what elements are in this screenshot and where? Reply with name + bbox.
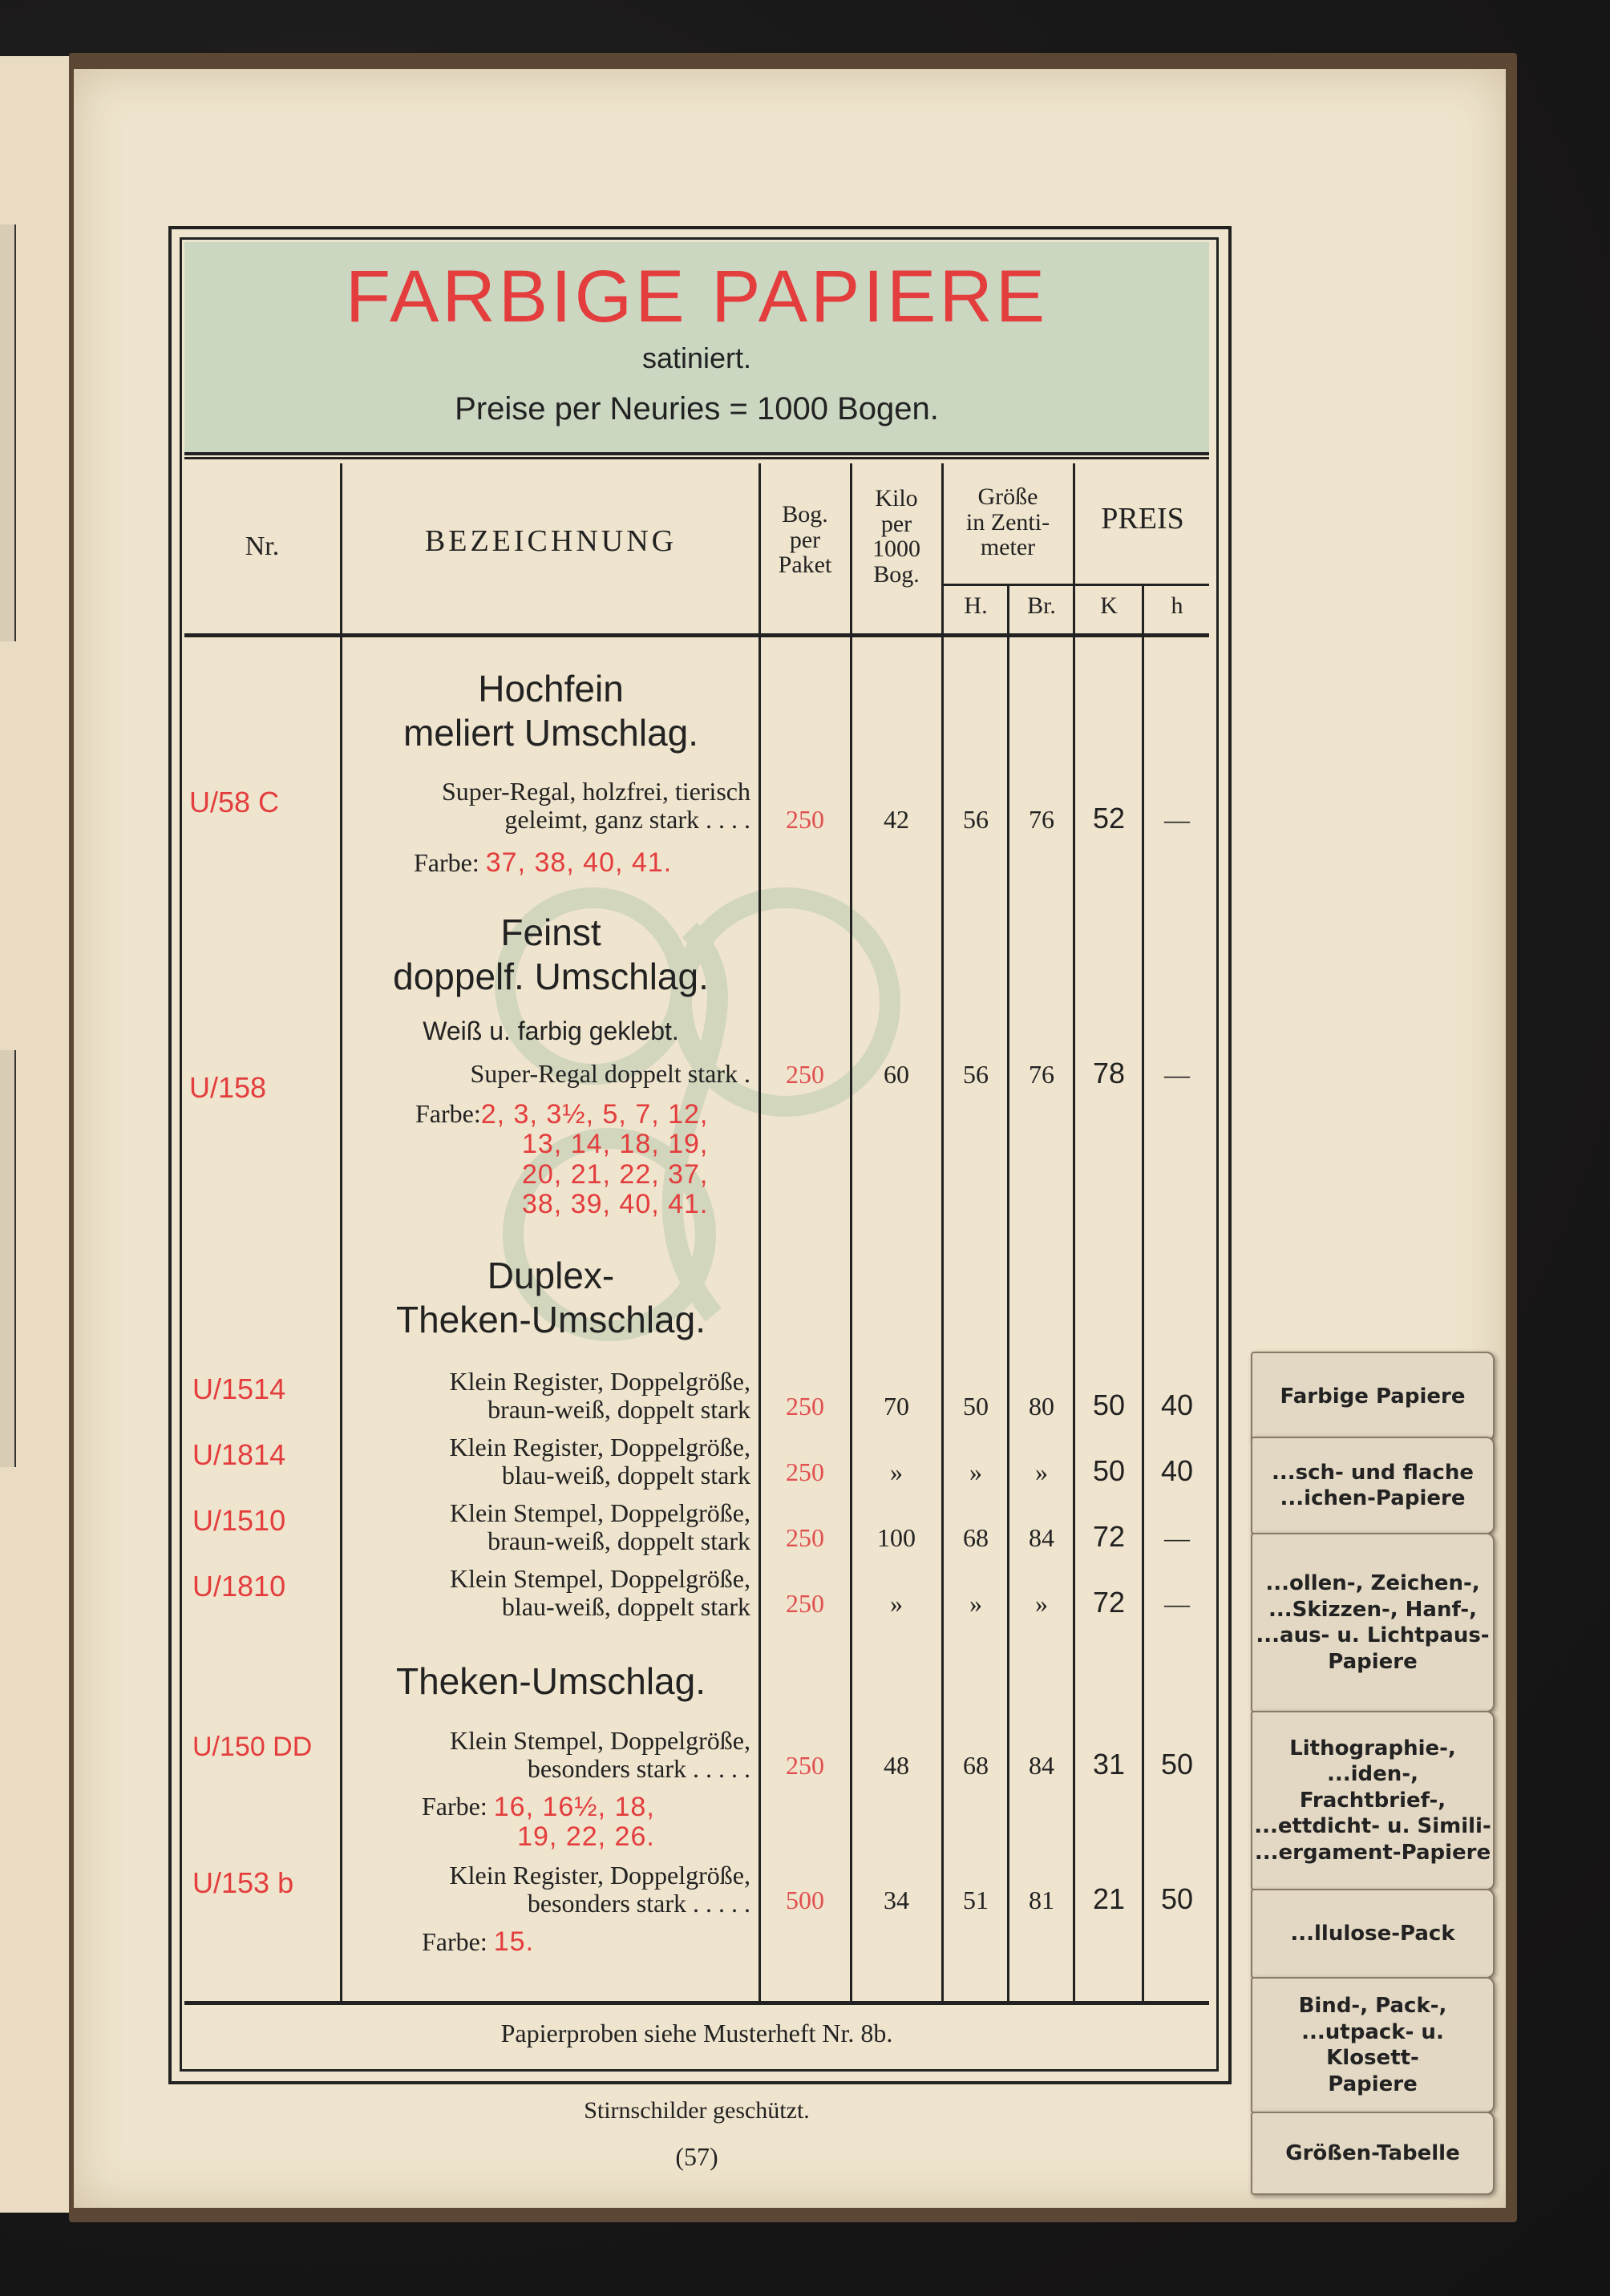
cell-br: 84 [1029, 1751, 1054, 1780]
index-tab-flache-papiere[interactable]: ...sch- und flache ...ichen-Papiere [1251, 1437, 1495, 1534]
cell-br: 76 [1029, 805, 1054, 834]
item-description: Klein Register, Doppelgröße, blau-weiß, doppelt stark [449, 1433, 750, 1490]
colors-value: 15. [493, 1926, 535, 1957]
col-header-kilo: Kilo per 1000 Bog. [872, 485, 920, 588]
cell-h: 68 [963, 1751, 989, 1780]
col-header-groesse: Größe in Zenti- meter [965, 483, 1050, 560]
item-colors [414, 848, 672, 878]
cell-h: 51 [963, 1886, 989, 1914]
section-heading: Duplex- Theken-Umschlag. [395, 1255, 706, 1341]
cell-price-k: 50 [1092, 1454, 1126, 1487]
index-tab-groessen-tabelle[interactable]: Größen-Tabelle [1251, 2112, 1495, 2195]
cell-h: 50 [963, 1392, 989, 1421]
left-page-strip [0, 1050, 16, 1467]
item-description: Super-Regal, holzfrei, tierisch geleimt, ganz stark . . . . [442, 777, 750, 834]
cell-kilo: » [890, 1589, 903, 1618]
item-number: U/1814 [192, 1438, 286, 1471]
cell-kilo: 100 [877, 1523, 916, 1552]
section-heading: Hochfein meliert Umschlag. [402, 668, 699, 754]
cell-br: 84 [1029, 1523, 1054, 1552]
cell-br: 80 [1029, 1392, 1054, 1421]
cell-kilo: 60 [884, 1060, 909, 1089]
cell-bog: 250 [786, 1060, 824, 1089]
cell-kilo: 42 [884, 805, 909, 834]
col-header-nr: Nr. [245, 532, 280, 561]
cell-price-k: 72 [1092, 1586, 1126, 1619]
index-tab-cellulose-pack[interactable]: ...llulose-Pack [1251, 1889, 1495, 1979]
title-banner [184, 242, 1209, 455]
cell-kilo: 70 [884, 1392, 909, 1421]
col-header-preis: PREIS [1101, 502, 1184, 536]
cell-kilo: 34 [884, 1886, 909, 1914]
section-heading: Feinst doppelf. Umschlag. [393, 912, 709, 998]
item-colors [415, 1100, 708, 1220]
cell-h: 56 [963, 1060, 989, 1089]
col-divider [758, 463, 761, 2001]
item-description: Klein Stempel, Doppelgröße, blau-weiß, doppelt stark [449, 1564, 750, 1621]
item-description: Klein Register, Doppelgröße, besonders stark . . . . . [449, 1861, 750, 1918]
cell-bog: 500 [786, 1886, 824, 1914]
cell-price-h: — [1164, 1060, 1190, 1089]
cell-br: » [1035, 1589, 1048, 1618]
colors-label: Farbe: [414, 848, 479, 877]
colors-label: Farbe: [422, 1927, 487, 1956]
item-number: U/150 DD [192, 1732, 313, 1762]
item-colors [422, 1793, 655, 1853]
cell-br: 76 [1029, 1060, 1054, 1089]
cell-h: » [969, 1457, 982, 1486]
cell-price-h: — [1164, 1523, 1190, 1552]
col-header-k: K [1100, 592, 1118, 619]
cell-br: » [1035, 1457, 1048, 1486]
cell-bog: 250 [786, 1751, 824, 1780]
cell-price-k: 78 [1092, 1057, 1126, 1089]
copyright-note: Stirnschilder geschützt. [584, 2097, 810, 2124]
col-divider [1007, 585, 1009, 2001]
col-divider [941, 463, 944, 2001]
cell-price-h: 40 [1160, 1389, 1194, 1421]
colors-value: 2, 3, 3½, 5, 7, 12, 13, 14, 18, 19, 20, 21, 22, 37, 38, 39, 40, 41. [480, 1099, 709, 1220]
index-tab-packpapiere[interactable]: Bind-, Pack-, ...utpack- u. Klosett- Papiere [1251, 1977, 1495, 2113]
cell-kilo: 48 [884, 1751, 909, 1780]
index-tab-zeichen-papiere[interactable]: ...ollen-, Zeichen-, ...Skizzen-, Hanf-, ...aus- u. Lichtpaus- Papiere [1251, 1533, 1495, 1712]
section-subheading: Weiß u. farbig geklebt. [423, 1017, 679, 1045]
item-description: Super-Regal doppelt stark . [470, 1059, 750, 1088]
prices-note: Preise per Neuries = 1000 Bogen. [455, 391, 939, 426]
colors-value: 37, 38, 40, 41. [485, 847, 673, 878]
item-number: U/1510 [192, 1504, 286, 1537]
col-divider [340, 463, 342, 2001]
cell-price-k: 50 [1092, 1389, 1126, 1421]
left-page-edge [0, 56, 74, 2213]
cell-kilo: » [890, 1457, 903, 1486]
col-header-bog: Bog. per Paket [778, 501, 832, 578]
colors-value: 16, 16½, 18, 19, 22, 26. [493, 1792, 655, 1853]
header-bottom-rule [184, 633, 1209, 637]
page-number: (57) [675, 2142, 718, 2171]
footer-rule [184, 2001, 1209, 2005]
item-number: U/153 b [192, 1866, 294, 1899]
col-divider [1073, 463, 1075, 2001]
cell-bog: 250 [786, 1589, 824, 1618]
item-number: U/158 [189, 1071, 267, 1104]
left-page-strip [0, 224, 16, 641]
cell-bog: 250 [786, 1457, 824, 1486]
page-title: FARBIGE PAPIERE [345, 256, 1049, 338]
cell-bog: 250 [786, 1392, 824, 1421]
col-header-bezeichnung: BEZEICHNUNG [424, 524, 678, 558]
cell-price-h: 50 [1160, 1748, 1194, 1781]
item-number: U/58 C [189, 786, 280, 819]
cell-bog: 250 [786, 805, 824, 834]
cell-h: » [969, 1589, 982, 1618]
item-colors [422, 1927, 534, 1957]
cell-price-k: 21 [1092, 1882, 1126, 1915]
cell-price-k: 52 [1092, 802, 1126, 835]
col-divider [1142, 585, 1144, 2001]
item-number: U/1514 [192, 1372, 286, 1405]
col-header-br: Br. [1027, 592, 1056, 619]
cell-price-h: — [1164, 1589, 1190, 1618]
item-description: Klein Stempel, Doppelgröße, braun-weiß, doppelt stark [449, 1498, 750, 1555]
col-divider [850, 463, 852, 2001]
page-subtitle: satiniert. [641, 342, 752, 374]
footer-note: Papierproben siehe Musterheft Nr. 8b. [500, 2019, 893, 2047]
item-description: Klein Stempel, Doppelgröße, besonders stark . . . . . [449, 1726, 750, 1783]
index-tab-farbige-papiere[interactable]: Farbige Papiere [1251, 1352, 1495, 1441]
index-tab-lithographie-papiere[interactable]: Lithographie-, ...iden-, Frachtbrief-, ...ettdicht- u. Simili- ...ergament-Papiere [1251, 1711, 1495, 1890]
cell-price-k: 31 [1092, 1748, 1126, 1781]
cell-h: 68 [963, 1523, 989, 1552]
item-number: U/1810 [192, 1570, 286, 1603]
item-description: Klein Register, Doppelgröße, braun-weiß, doppelt stark [449, 1367, 750, 1424]
col-header-hell: h [1171, 592, 1183, 619]
cell-br: 81 [1029, 1886, 1054, 1914]
section-heading: Theken-Umschlag. [395, 1660, 706, 1702]
cell-price-h: 40 [1160, 1454, 1194, 1487]
subheader-rule [943, 584, 1209, 586]
colors-label: Farbe: [415, 1099, 481, 1128]
colors-label: Farbe: [422, 1792, 487, 1821]
cell-price-k: 72 [1092, 1520, 1126, 1553]
cell-price-h: 50 [1160, 1882, 1194, 1915]
col-header-h: H. [964, 592, 988, 619]
cell-h: 56 [963, 805, 989, 834]
cell-price-h: — [1164, 805, 1190, 834]
header-rule [184, 457, 1209, 459]
cell-bog: 250 [786, 1523, 824, 1552]
